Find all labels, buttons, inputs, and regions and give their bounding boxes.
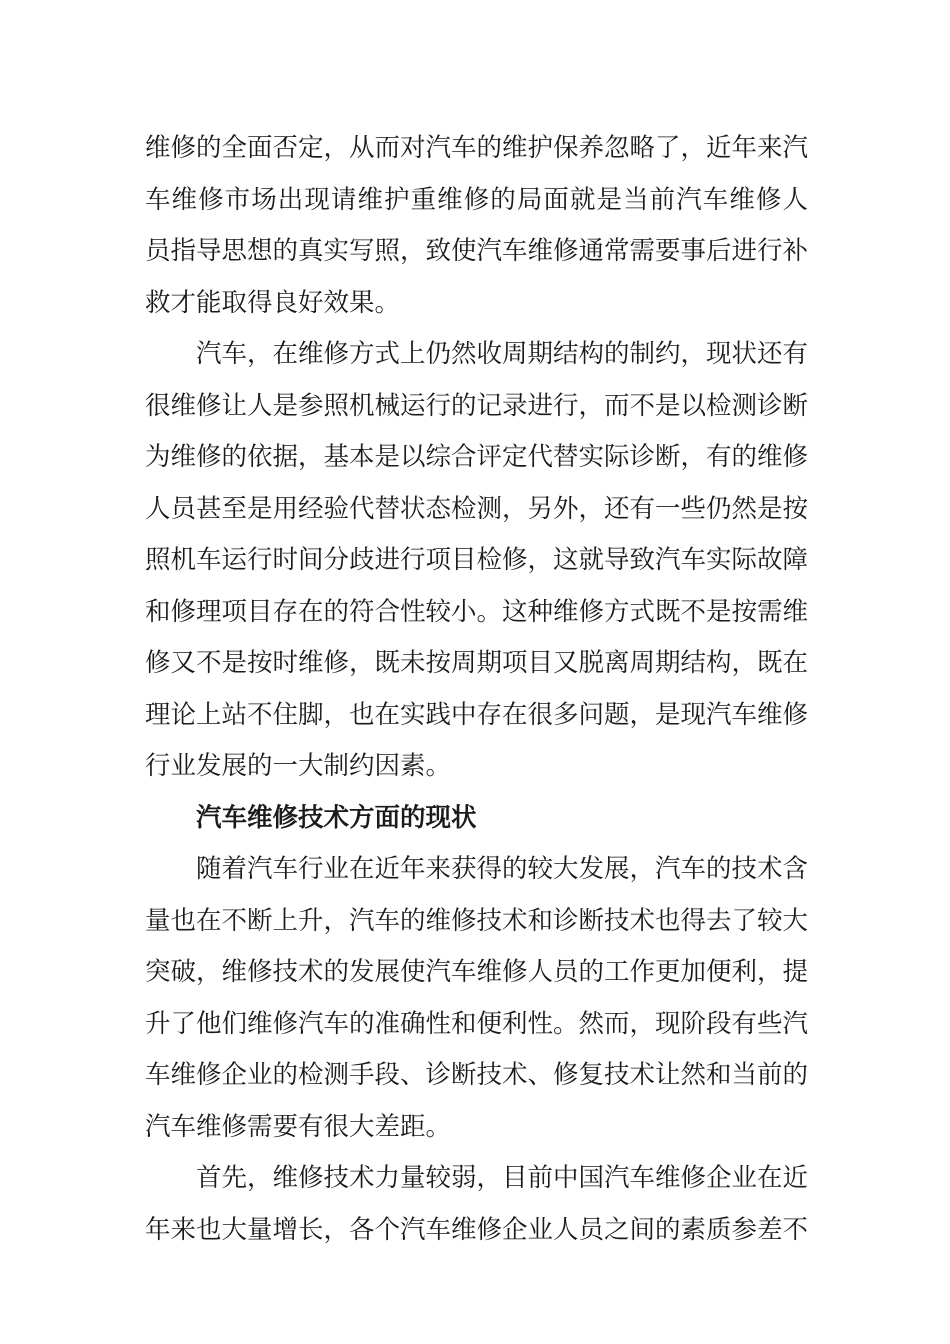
text-line: 理论上站不住脚，也在实践中存在很多问题，是现汽车维修 bbox=[145, 699, 808, 730]
text-line: 汽车维修需要有很大差距。 bbox=[145, 1111, 452, 1142]
paragraph bbox=[145, 844, 808, 1153]
text-line: 车维修企业的检测手段、诊断技术、修复技术让然和当前的 bbox=[145, 1060, 808, 1090]
text-line: 和修理项目存在的符合性较小。这种维修方式既不是按需维 bbox=[145, 596, 808, 627]
document-body bbox=[145, 123, 808, 1256]
paragraph bbox=[145, 1153, 808, 1256]
text-line: 照机车运行时间分歧进行项目检修，这就导致汽车实际故障 bbox=[145, 545, 808, 575]
paragraph bbox=[145, 123, 808, 329]
text-line: 维修的全面否定，从而对汽车的维护保养忽略了，近年来汽 bbox=[145, 133, 808, 163]
section-heading: 汽车维修技术方面的现状 bbox=[196, 802, 477, 833]
text-line: 修又不是按时维修，既未按周期项目又脱离周期结构，既在 bbox=[145, 648, 808, 678]
text-line: 很维修让人是参照机械运行的记录进行，而不是以检测诊断 bbox=[145, 390, 808, 421]
text-line: 行业发展的一大制约因素。 bbox=[145, 751, 452, 781]
text-line: 年来也大量增长，各个汽车维修企业人员之间的素质参差不 bbox=[145, 1214, 808, 1245]
text-line: 为维修的依据，基本是以综合评定代替实际诊断，有的维修 bbox=[145, 442, 808, 472]
text-line: 首先，维修技术力量较弱，目前中国汽车维修企业在近 bbox=[196, 1163, 808, 1193]
text-line: 升了他们维修汽车的准确性和便利性。然而，现阶段有些汽 bbox=[145, 1008, 808, 1039]
text-line: 突破，维修技术的发展使汽车维修人员的工作更加便利，提 bbox=[145, 957, 808, 987]
text-line: 随着汽车行业在近年来获得的较大发展，汽车的技术含 bbox=[196, 854, 808, 884]
text-line: 车维修市场出现请维护重维修的局面就是当前汽车维修人 bbox=[145, 184, 808, 215]
text-line: 救才能取得良好效果。 bbox=[145, 287, 401, 318]
text-line: 员指导思想的真实写照，致使汽车维修通常需要事后进行补 bbox=[145, 236, 808, 266]
text-line: 汽车，在维修方式上仍然收周期结构的制约，现状还有 bbox=[196, 339, 808, 369]
paragraph bbox=[145, 329, 808, 793]
text-line: 人员甚至是用经验代替状态检测，另外，还有一些仍然是按 bbox=[145, 493, 808, 524]
text-line: 量也在不断上升，汽车的维修技术和诊断技术也得去了较大 bbox=[145, 905, 808, 936]
